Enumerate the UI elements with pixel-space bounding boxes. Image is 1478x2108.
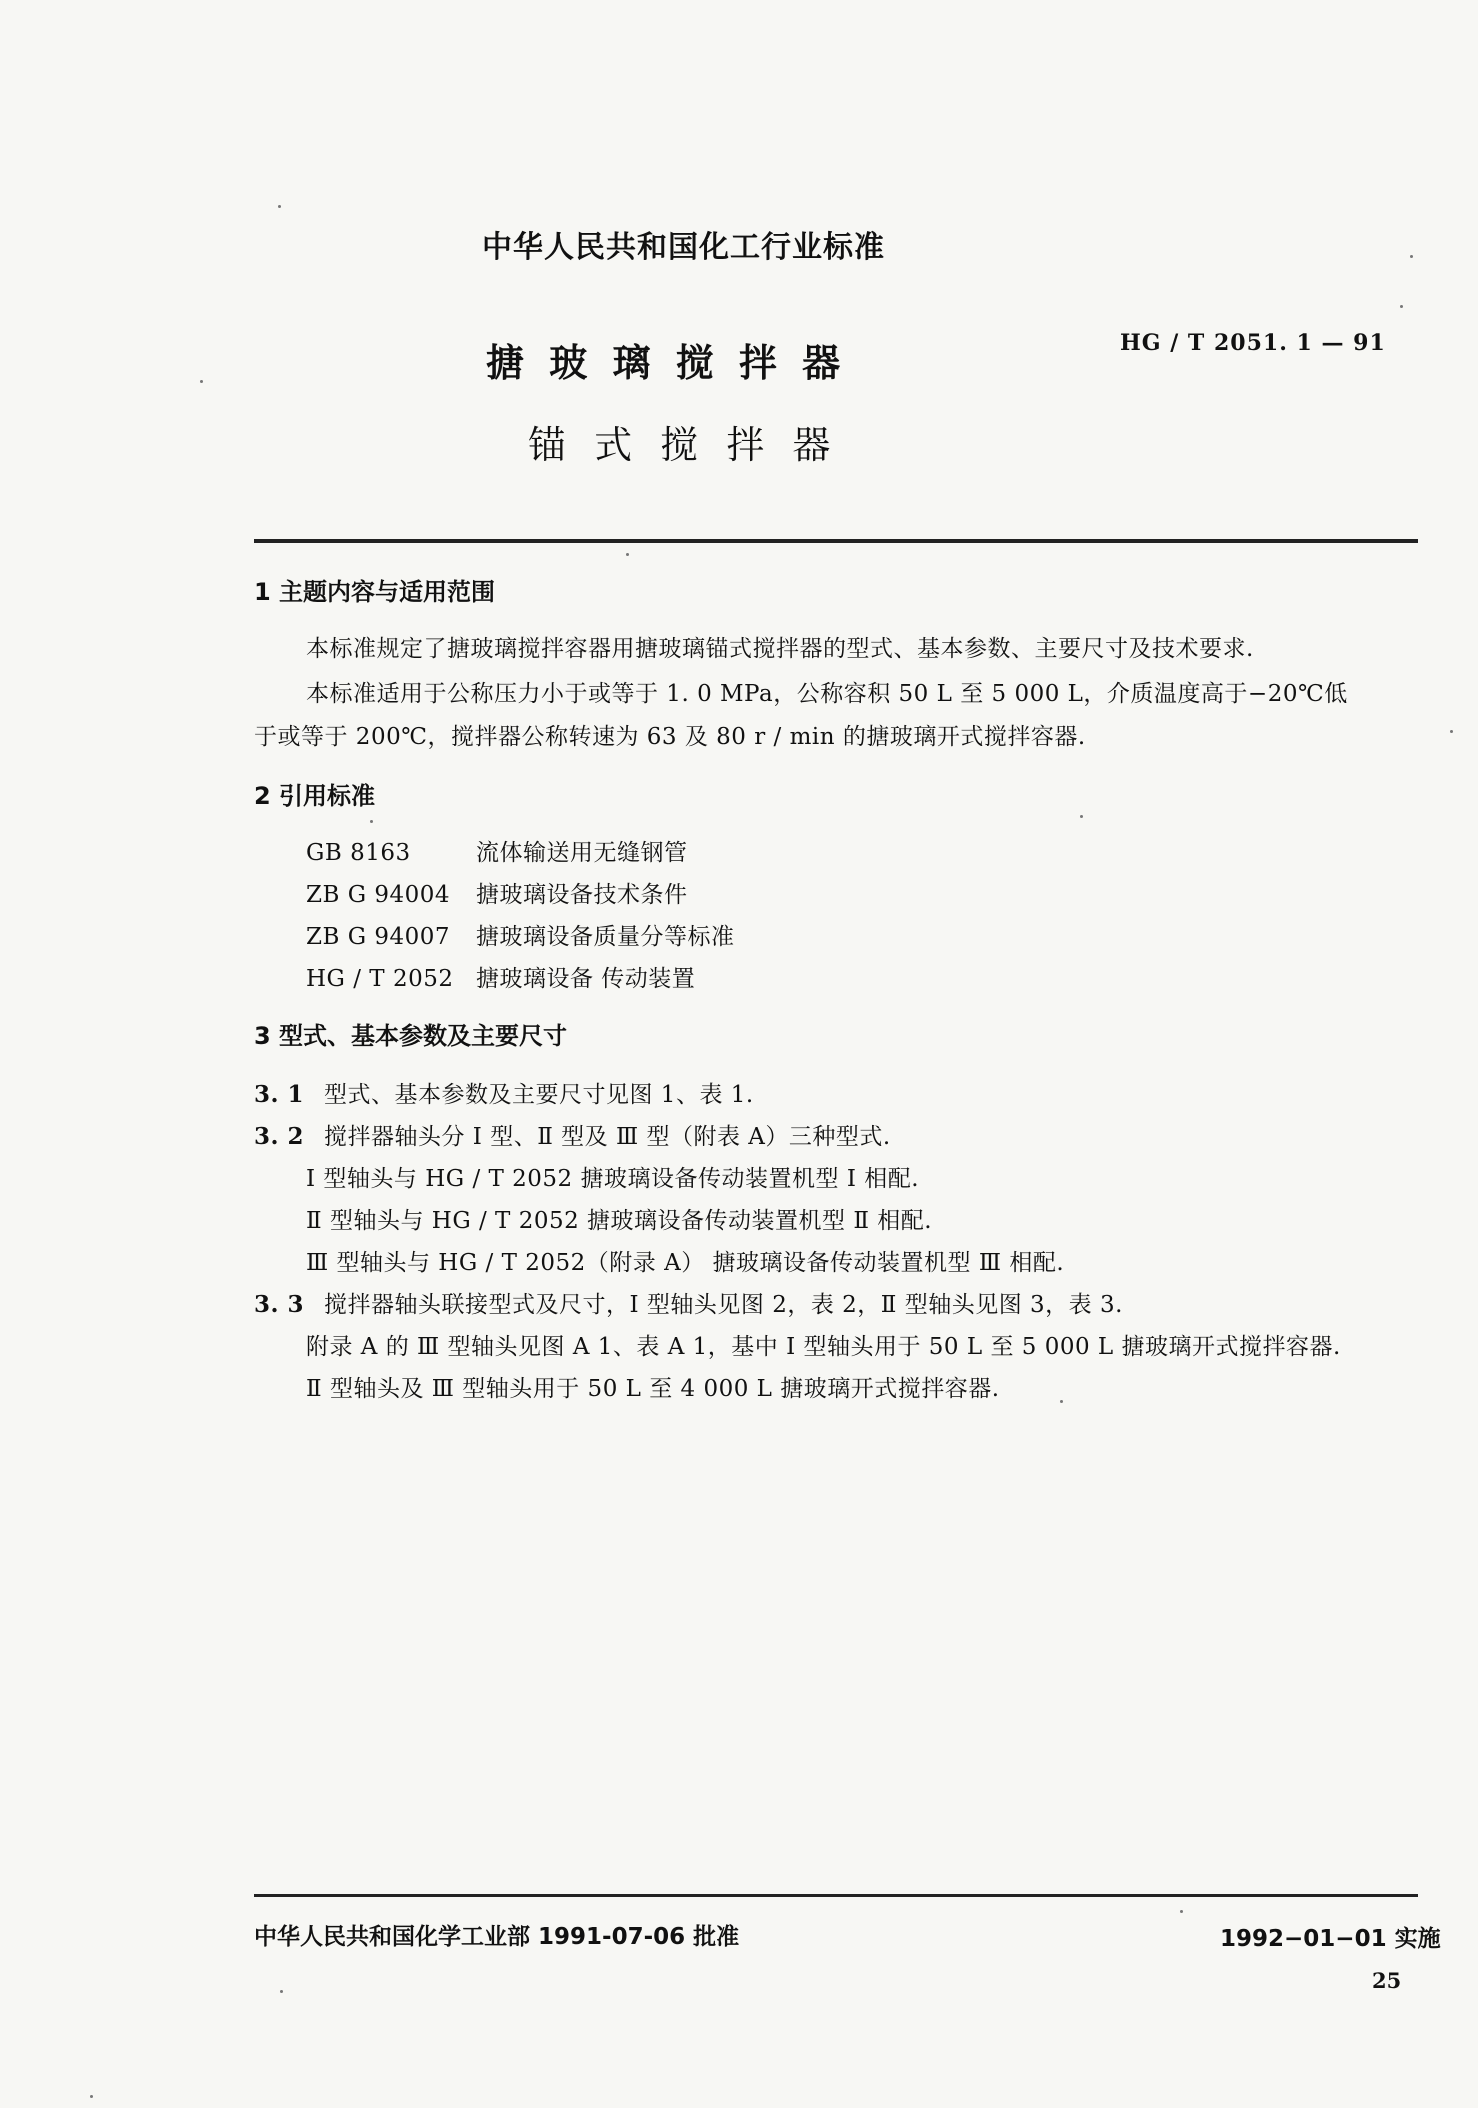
section-1-paragraph-2: 本标准适用于公称压力小于或等于 1. 0 MPa，公称容积 50 L 至 5 000 L，介质温度高于−20℃低 <box>306 681 1348 707</box>
clause-3-2-line-1: Ⅰ 型轴头与 HG / T 2052 搪玻璃设备传动装置机型 Ⅰ 相配. <box>306 1166 920 1192</box>
scan-speck <box>1180 1910 1183 1913</box>
scan-speck <box>278 205 281 208</box>
reference-title: 搪玻璃设备 传动装置 <box>476 966 696 992</box>
scan-speck <box>200 380 203 383</box>
clause-3-2 <box>254 1118 891 1151</box>
standard-code: HG / T 2051. 1 — 91 <box>1120 330 1386 356</box>
reference-title: 流体输送用无缝钢管 <box>476 840 688 866</box>
clause-text: 搅拌器轴头分 Ⅰ 型、Ⅱ 型及 Ⅲ 型（附表 A）三种型式. <box>324 1124 891 1150</box>
section-1-heading: 1 主题内容与适用范围 <box>254 578 496 606</box>
section-1-paragraph-2-cont: 于或等于 200℃，搅拌器公称转速为 63 及 80 r / min 的搪玻璃开式搅拌容器. <box>254 724 1086 750</box>
clause-3-1 <box>254 1076 754 1109</box>
section-3-heading: 3 型式、基本参数及主要尺寸 <box>254 1022 568 1050</box>
scan-speck <box>1410 255 1413 258</box>
reference-code: GB 8163 <box>306 840 411 866</box>
section-2-heading: 2 引用标准 <box>254 782 376 810</box>
scan-speck <box>626 553 629 556</box>
approval-statement: 中华人民共和国化学工业部 1991-07-06 批准 <box>254 1924 740 1950</box>
clause-number: 3. 2 <box>254 1123 305 1150</box>
scan-speck <box>1400 305 1403 308</box>
scan-speck <box>1080 815 1083 818</box>
scan-speck <box>90 2095 93 2098</box>
footer-divider <box>254 1894 1418 1897</box>
page-number: 25 <box>1372 1968 1402 1993</box>
scan-speck <box>1060 1400 1063 1403</box>
scan-speck <box>280 1990 283 1993</box>
header-divider <box>254 539 1418 543</box>
reference-title: 搪玻璃设备质量分等标准 <box>476 924 735 950</box>
scan-speck <box>1450 730 1453 733</box>
scan-speck <box>370 820 373 823</box>
clause-number: 3. 3 <box>254 1291 305 1318</box>
document-subtitle: 锚 式 搅 拌 器 <box>528 423 839 467</box>
clause-number: 3. 1 <box>254 1081 305 1108</box>
reference-title: 搪玻璃设备技术条件 <box>476 882 688 908</box>
reference-item <box>306 876 688 909</box>
clause-3-2-line-3: Ⅲ 型轴头与 HG / T 2052（附录 A） 搪玻璃设备传动装置机型 Ⅲ 相配. <box>306 1250 1065 1276</box>
clause-3-2-line-2: Ⅱ 型轴头与 HG / T 2052 搪玻璃设备传动装置机型 Ⅱ 相配. <box>306 1208 933 1234</box>
issuing-body-title: 中华人民共和国化工行业标准 <box>482 230 885 265</box>
clause-3-3 <box>254 1286 1123 1319</box>
reference-item <box>306 834 688 867</box>
reference-code: HG / T 2052 <box>306 966 454 992</box>
clause-3-3-line-1: 附录 A 的 Ⅲ 型轴头见图 A 1、表 A 1，基中 Ⅰ 型轴头用于 50 L 至 5 000 L 搪玻璃开式搅拌容器. <box>306 1334 1341 1360</box>
reference-code: ZB G 94007 <box>306 924 451 950</box>
effective-date: 1992−01−01 实施 <box>1220 1926 1441 1952</box>
reference-item <box>306 960 695 993</box>
section-1-paragraph-1: 本标准规定了搪玻璃搅拌容器用搪玻璃锚式搅拌器的型式、基本参数、主要尺寸及技术要求. <box>306 636 1254 662</box>
document-title: 搪 玻 璃 搅 拌 器 <box>486 340 847 385</box>
clause-text: 搅拌器轴头联接型式及尺寸，Ⅰ 型轴头见图 2，表 2，Ⅱ 型轴头见图 3，表 3. <box>324 1292 1123 1318</box>
clause-text: 型式、基本参数及主要尺寸见图 1、表 1. <box>324 1082 754 1108</box>
clause-3-3-line-2: Ⅱ 型轴头及 Ⅲ 型轴头用于 50 L 至 4 000 L 搪玻璃开式搅拌容器. <box>306 1376 1000 1402</box>
reference-item <box>306 918 735 951</box>
reference-code: ZB G 94004 <box>306 882 451 908</box>
